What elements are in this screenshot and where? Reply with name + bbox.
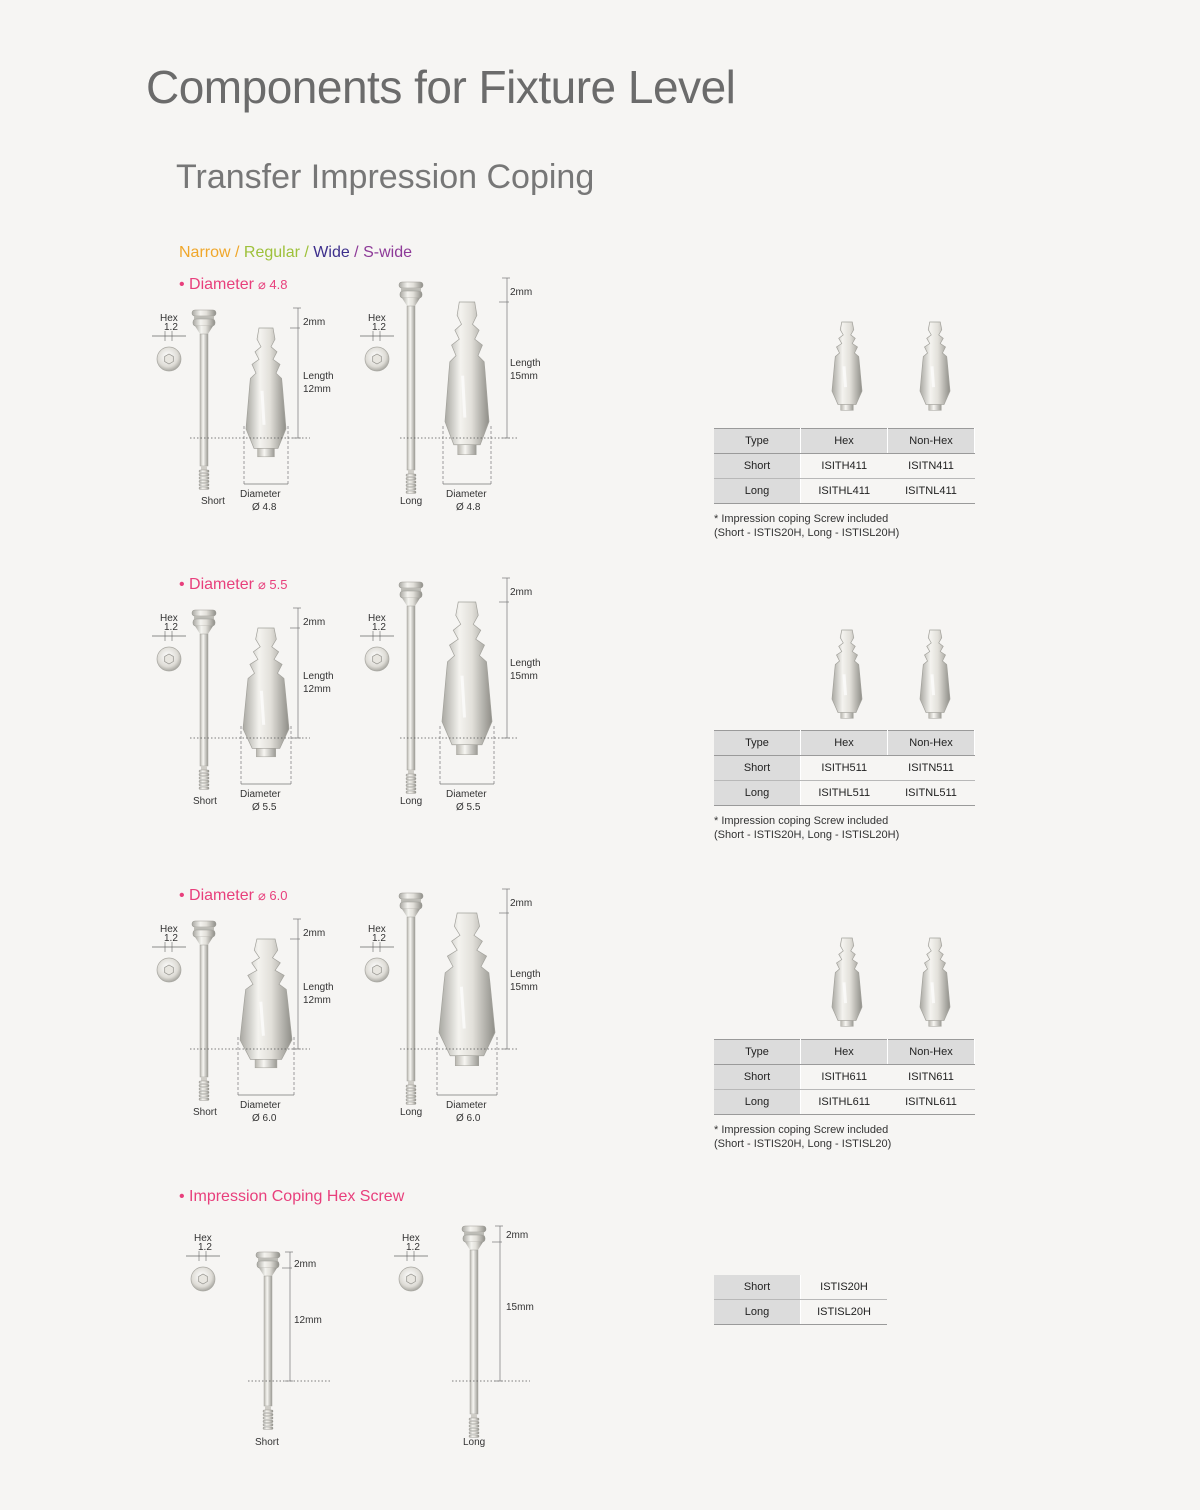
table-cell: Long — [714, 1090, 801, 1115]
hex-label: Hex — [368, 924, 386, 935]
length-label: Length — [510, 358, 541, 369]
long-label: Long — [400, 496, 423, 507]
screw-table-wrap — [714, 1275, 887, 1325]
legend-wide: Wide — [313, 244, 350, 261]
impression-coping-icon — [832, 938, 862, 1026]
table-cell: ISITN511 — [888, 756, 975, 781]
legend-sep: / — [349, 244, 364, 261]
hex-socket-icon — [365, 347, 389, 371]
hex-socket-icon — [365, 647, 389, 671]
dim-2mm-label: 2mm — [303, 617, 326, 628]
table-cell: Short — [714, 1275, 801, 1300]
diameter-label: Diameter — [240, 489, 281, 500]
table-header-cell: Non-Hex — [888, 731, 975, 756]
length-value-label: 15mm — [506, 1302, 534, 1313]
size-legend — [179, 244, 412, 262]
diameter-label: Diameter — [446, 489, 487, 500]
length-dimension — [293, 308, 301, 438]
table-cell: ISITHL511 — [801, 781, 888, 806]
screw-table — [714, 1275, 887, 1325]
impression-coping-icon — [246, 328, 286, 457]
table-row — [714, 1065, 975, 1090]
length-dimension — [293, 608, 301, 738]
screw-drawing — [0, 1210, 1200, 1510]
diameter-symbol: ⌀ 5.5 — [257, 577, 288, 592]
impression-coping-icon — [240, 939, 292, 1068]
short-label: Short — [193, 1107, 217, 1118]
screw-section-heading: • Impression Coping Hex Screw — [179, 1188, 405, 1205]
spec-table-wrap — [714, 730, 975, 806]
impression-coping-icon — [442, 602, 492, 755]
screw-icon — [399, 582, 423, 793]
length-value-label: 12mm — [303, 995, 331, 1006]
screw-icon — [399, 893, 423, 1104]
diameter-value-label: Ø 6.0 — [252, 1113, 277, 1124]
hex-label: Hex — [368, 313, 386, 324]
length-dimension — [293, 919, 301, 1049]
hex-size-label: 1.2 — [164, 622, 178, 633]
length-dimension — [285, 1252, 293, 1381]
section-heading-text: • Diameter — [179, 576, 254, 593]
diameter-value-label: Ø 5.5 — [252, 802, 277, 813]
table-cell: Short — [714, 756, 801, 781]
dim-2mm-label: 2mm — [294, 1259, 317, 1270]
table-cell: ISITN611 — [888, 1065, 975, 1090]
table-cell: ISTIS20H — [801, 1275, 888, 1300]
coping-drawing — [0, 266, 1200, 566]
impression-coping-icon — [832, 630, 862, 718]
table-header-cell: Hex — [801, 1040, 888, 1065]
length-label: Length — [303, 982, 334, 993]
length-label: Length — [510, 969, 541, 980]
dim-2mm-label: 2mm — [506, 1230, 529, 1241]
length-label: Length — [303, 371, 334, 382]
screw-note: * Impression coping Screw included — [714, 815, 889, 827]
table-row — [714, 1275, 887, 1300]
long-label: Long — [400, 796, 423, 807]
table-cell: ISITH511 — [801, 756, 888, 781]
diameter-value-label: Ø 5.5 — [456, 802, 481, 813]
table-header-cell: Hex — [801, 731, 888, 756]
spec-table — [714, 1039, 975, 1115]
short-label: Short — [193, 796, 217, 807]
screw-note-detail: (Short - ISTIS20H, Long - ISTISL20H) — [714, 527, 900, 539]
section-heading-text: • Diameter — [179, 276, 254, 293]
long-label: Long — [400, 1107, 423, 1118]
table-header-row — [714, 429, 975, 454]
dim-2mm-label: 2mm — [510, 898, 533, 909]
length-label: Length — [303, 671, 334, 682]
screw-icon — [192, 610, 216, 789]
table-cell: Long — [714, 1300, 801, 1325]
screw-note: * Impression coping Screw included — [714, 1124, 889, 1136]
table-header-cell: Type — [714, 429, 801, 454]
hex-label: Hex — [160, 313, 178, 324]
impression-coping-icon — [243, 628, 289, 757]
table-cell: ISITH611 — [801, 1065, 888, 1090]
length-label: Length — [510, 658, 541, 669]
page-title: Components for Fixture Level — [146, 61, 736, 113]
hex-size-label: 1.2 — [164, 933, 178, 944]
legend-narrow: Narrow — [179, 244, 231, 261]
hex-label: Hex — [194, 1233, 212, 1244]
short-label: Short — [255, 1437, 279, 1448]
diameter-symbol: ⌀ 4.8 — [257, 277, 288, 292]
screw-icon — [192, 921, 216, 1100]
table-row — [714, 756, 975, 781]
table-cell: ISITNL411 — [888, 479, 975, 504]
table-row — [714, 454, 975, 479]
spec-table — [714, 428, 975, 504]
hex-label: Hex — [368, 613, 386, 624]
table-header-row — [714, 1040, 975, 1065]
table-cell: ISITH411 — [801, 454, 888, 479]
hex-size-label: 1.2 — [372, 622, 386, 633]
table-cell: ISITNL511 — [888, 781, 975, 806]
table-cell: Long — [714, 479, 801, 504]
length-value-label: 12mm — [294, 1315, 322, 1326]
table-cell: Short — [714, 454, 801, 479]
dim-2mm-label: 2mm — [510, 587, 533, 598]
coping-drawing — [0, 877, 1200, 1177]
diameter-symbol: ⌀ 6.0 — [257, 888, 288, 903]
impression-coping-icon — [439, 913, 495, 1066]
table-row — [714, 479, 975, 504]
hex-socket-icon — [157, 958, 181, 982]
long-label: Long — [463, 1437, 486, 1448]
legend-sep: / — [299, 244, 314, 261]
table-row — [714, 1300, 887, 1325]
length-dimension — [495, 1226, 503, 1381]
hex-socket-icon — [157, 647, 181, 671]
diameter-value-label: Ø 4.8 — [456, 502, 481, 513]
hex-size-label: 1.2 — [164, 322, 178, 333]
hex-socket-icon — [399, 1267, 423, 1291]
length-value-label: 15mm — [510, 371, 538, 382]
table-header-cell: Non-Hex — [888, 1040, 975, 1065]
legend-sep: / — [230, 244, 244, 261]
table-header-row — [714, 731, 975, 756]
table-cell: Short — [714, 1065, 801, 1090]
short-label: Short — [201, 496, 225, 507]
diameter-value-label: Ø 4.8 — [252, 502, 277, 513]
screw-note-detail: (Short - ISTIS20H, Long - ISTISL20H) — [714, 829, 900, 841]
screw-icon — [462, 1226, 486, 1437]
table-header-cell: Type — [714, 1040, 801, 1065]
screw-icon — [256, 1252, 280, 1429]
diameter-value-label: Ø 6.0 — [456, 1113, 481, 1124]
hex-label: Hex — [160, 924, 178, 935]
diameter-label: Diameter — [240, 789, 281, 800]
section-heading-text: • Diameter — [179, 887, 254, 904]
hex-socket-icon — [365, 958, 389, 982]
table-header-cell: Hex — [801, 429, 888, 454]
coping-drawing — [0, 566, 1200, 866]
diameter-label: Diameter — [240, 1100, 281, 1111]
hex-socket-icon — [157, 347, 181, 371]
dim-2mm-label: 2mm — [510, 287, 533, 298]
dim-2mm-label: 2mm — [303, 317, 326, 328]
length-value-label: 12mm — [303, 684, 331, 695]
hex-socket-icon — [191, 1267, 215, 1291]
table-cell: Long — [714, 781, 801, 806]
length-value-label: 12mm — [303, 384, 331, 395]
table-header-cell: Type — [714, 731, 801, 756]
spec-table-wrap — [714, 428, 975, 504]
table-cell: ISITHL411 — [801, 479, 888, 504]
dim-2mm-label: 2mm — [303, 928, 326, 939]
table-header-cell: Non-Hex — [888, 429, 975, 454]
screw-icon — [399, 282, 423, 493]
table-cell: ISTISL20H — [801, 1300, 888, 1325]
spec-table — [714, 730, 975, 806]
table-row — [714, 1090, 975, 1115]
diameter-label: Diameter — [446, 789, 487, 800]
hex-size-label: 1.2 — [372, 322, 386, 333]
table-cell: ISITHL611 — [801, 1090, 888, 1115]
impression-coping-icon — [920, 630, 950, 718]
spec-table-wrap — [714, 1039, 975, 1115]
hex-size-label: 1.2 — [406, 1242, 420, 1253]
length-value-label: 15mm — [510, 671, 538, 682]
table-cell: ISITNL611 — [888, 1090, 975, 1115]
screw-icon — [192, 310, 216, 489]
screw-note-detail: (Short - ISTIS20H, Long - ISTISL20) — [714, 1138, 892, 1150]
impression-coping-icon — [832, 322, 862, 410]
diameter-label: Diameter — [446, 1100, 487, 1111]
hex-size-label: 1.2 — [372, 933, 386, 944]
length-value-label: 15mm — [510, 982, 538, 993]
legend-regular: Regular — [243, 244, 300, 261]
table-row — [714, 781, 975, 806]
page-subtitle: Transfer Impression Coping — [176, 158, 595, 196]
legend-swide: S-wide — [363, 244, 412, 261]
table-cell: ISITN411 — [888, 454, 975, 479]
hex-size-label: 1.2 — [198, 1242, 212, 1253]
hex-label: Hex — [160, 613, 178, 624]
impression-coping-icon — [445, 302, 489, 455]
hex-label: Hex — [402, 1233, 420, 1244]
impression-coping-icon — [920, 938, 950, 1026]
impression-coping-icon — [920, 322, 950, 410]
screw-note: * Impression coping Screw included — [714, 513, 889, 525]
